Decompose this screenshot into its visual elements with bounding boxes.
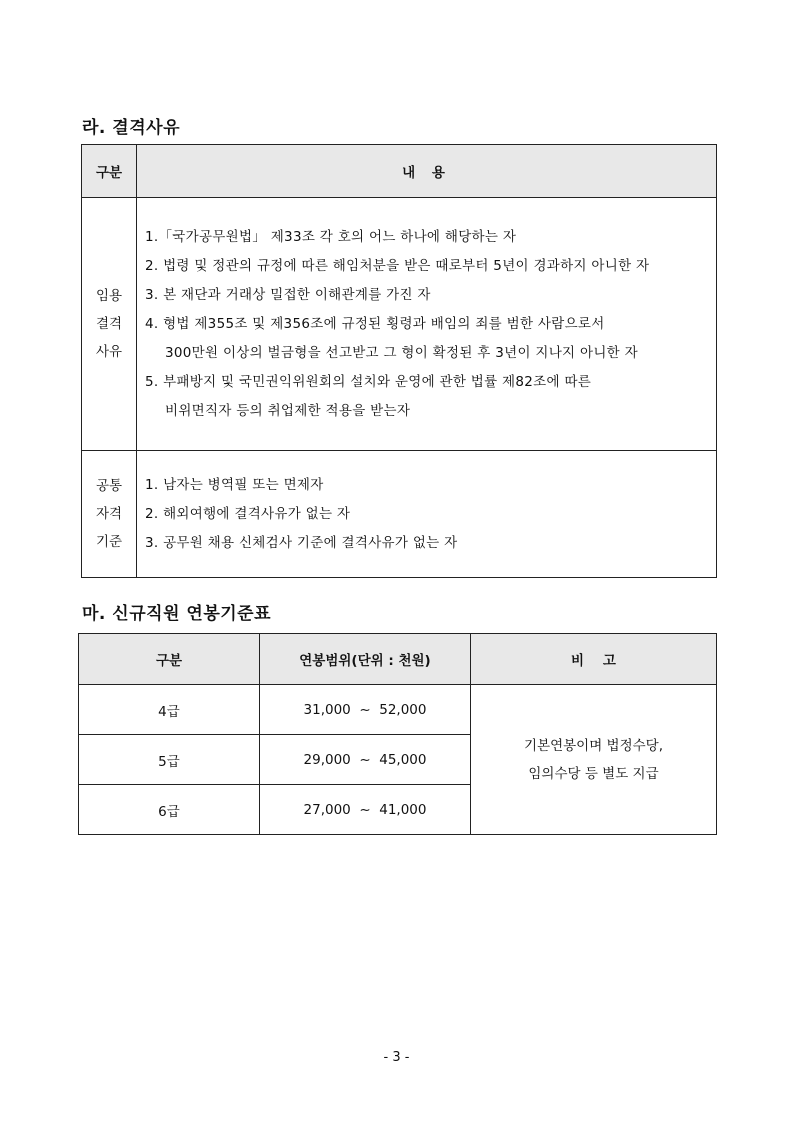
section-title-salary: 마. 신규직원 연봉기준표	[82, 604, 272, 624]
grade-cell: 5급	[79, 735, 260, 785]
page-number: - 3 -	[383, 1050, 410, 1065]
list-item: 4. 형법 제355조 및 제356조에 규정된 횡령과 배임의 죄를 범한 사람으로서	[145, 315, 605, 332]
table-row	[79, 685, 717, 735]
section-title-disqualification: 라. 결격사유	[82, 118, 180, 138]
list-item: 비위면직자 등의 취업제한 적용을 받는자	[165, 402, 411, 419]
header-grade: 구분	[79, 634, 260, 685]
grade-cell: 6급	[79, 785, 260, 835]
row-label-common-criteria: 공통 자격 기준	[82, 451, 137, 578]
list-item: 3. 본 재단과 거래상 밀접한 이해관계를 가진 자	[145, 286, 431, 303]
table-header-row	[82, 145, 717, 198]
disqualification-table	[81, 144, 717, 578]
table-row	[82, 198, 717, 451]
list-item: 1. 남자는 병역필 또는 면제자	[145, 476, 324, 493]
list-item: 2. 법령 및 정관의 규정에 따른 해임처분을 받은 때로부터 5년이 경과하지 아니한 자	[145, 257, 650, 274]
range-cell: 31,000 ~ 52,000	[260, 685, 471, 735]
grade-cell: 4급	[79, 685, 260, 735]
header-remarks: 비 고	[471, 634, 717, 685]
range-cell: 29,000 ~ 45,000	[260, 735, 471, 785]
table-row	[82, 451, 717, 578]
row-label-disqualification: 임용 결격 사유	[82, 198, 137, 451]
table-header-row	[79, 634, 717, 685]
salary-table	[78, 633, 717, 835]
range-cell: 27,000 ~ 41,000	[260, 785, 471, 835]
remarks-cell: 기본연봉이며 법정수당, 임의수당 등 별도 지급	[471, 685, 717, 835]
list-item: 2. 해외여행에 결격사유가 없는 자	[145, 505, 351, 522]
header-salary-range: 연봉범위(단위 : 천원)	[260, 634, 471, 685]
header-category: 구분	[82, 145, 137, 198]
common-criteria-items	[137, 451, 717, 578]
list-item: 1.「국가공무원법」 제33조 각 호의 어느 하나에 해당하는 자	[145, 228, 517, 245]
list-item: 5. 부패방지 및 국민권익위원회의 설치와 운영에 관한 법률 제82조에 따른	[145, 373, 592, 390]
list-item: 3. 공무원 채용 신체검사 기준에 결격사유가 없는 자	[145, 534, 458, 551]
header-content: 내 용	[137, 145, 717, 198]
list-item: 300만원 이상의 벌금형을 선고받고 그 형이 확정된 후 3년이 지나지 아니한 자	[165, 344, 638, 361]
disqualification-items	[137, 198, 717, 451]
